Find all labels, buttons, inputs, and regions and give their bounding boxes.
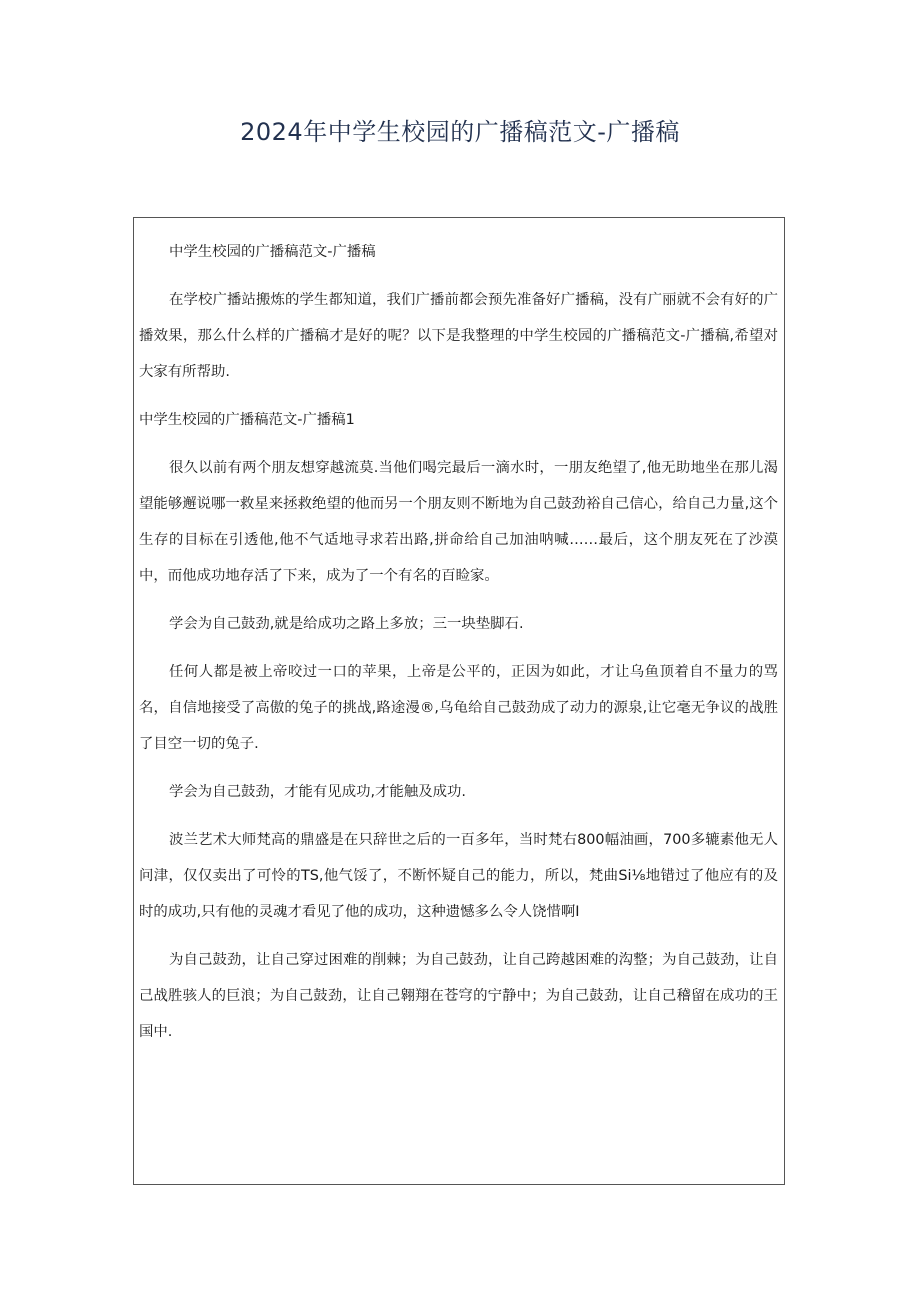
intro-paragraph: 在学校广播站搬炼的学生都知道，我们广播前都会预先准备好广播稿，没有广丽就不会有好的广播效果，那么什么样的广播稿才是好的呢？以下是我整理的中学生校园的广播稿范文-广播稿,希望对大家有所帮助. bbox=[139, 292, 778, 380]
page-title: 2024年中学生校园的广播稿范文-广播稿 bbox=[240, 118, 680, 146]
body-paragraph: 波兰艺术大师梵高的鼎盛是在只辞世之后的一百多年，当时梵右800幅油画，700多辘素他无人问津，仅仅卖出了可怜的TS,他气馁了，不断怀疑自己的能力，所以，梵曲Si⅛地错过了他应有的及时的成功,只有他的灵魂才看见了他的成功，这种遗憾多么令人饶惜啊I bbox=[139, 832, 778, 920]
body-paragraph: 学会为自己鼓劲，才能有见成功,才能触及成功. bbox=[169, 784, 466, 800]
article-body bbox=[134, 218, 784, 1050]
body-paragraph: 学会为自己鼓劲,就是给成功之路上多放；三一块垫脚石. bbox=[169, 616, 524, 632]
article-box bbox=[133, 217, 785, 1185]
body-paragraph: 任何人都是被上帝咬过一口的苹果，上帝是公平的，正因为如此，才让乌鱼顶着自不量力的骂名，自信地接受了高傲的兔子的挑战,路途漫®,乌龟给自己鼓劲成了动力的源泉,让它毫无争议的战胜了目空一切的兔子. bbox=[139, 664, 778, 752]
body-paragraph: 很久以前有两个朋友想穿越流莫.当他们喝完最后一滴水时，一朋友绝望了,他无助地坐在那儿渴望能够邂说哪一救星来拯救绝望的他而另一个朋友则不断地为自己鼓劲裕自己信心，给自己力量,这个生存的目标在引透他,他不气适地寻求若出路,拼命给自己加油呐喊……最后，这个朋友死在了沙漠中，而他成功地存活了下来，成为了一个有名的百睑家。 bbox=[139, 460, 778, 584]
section-heading: 中学生校园的广播稿范文-广播稿1 bbox=[139, 412, 355, 428]
article-subtitle: 中学生校园的广播稿范文-广播稿 bbox=[169, 244, 376, 260]
body-paragraph: 为自己鼓劲，让自己穿过困难的削棘；为自己鼓劲，让自己跨越困难的沟整；为自己鼓劲，让自己战胜骇人的巨浪；为自己鼓劲，让自己翱翔在苍穹的宁静中；为自己鼓劲，让自己稽留在成功的王国中. bbox=[139, 952, 778, 1040]
